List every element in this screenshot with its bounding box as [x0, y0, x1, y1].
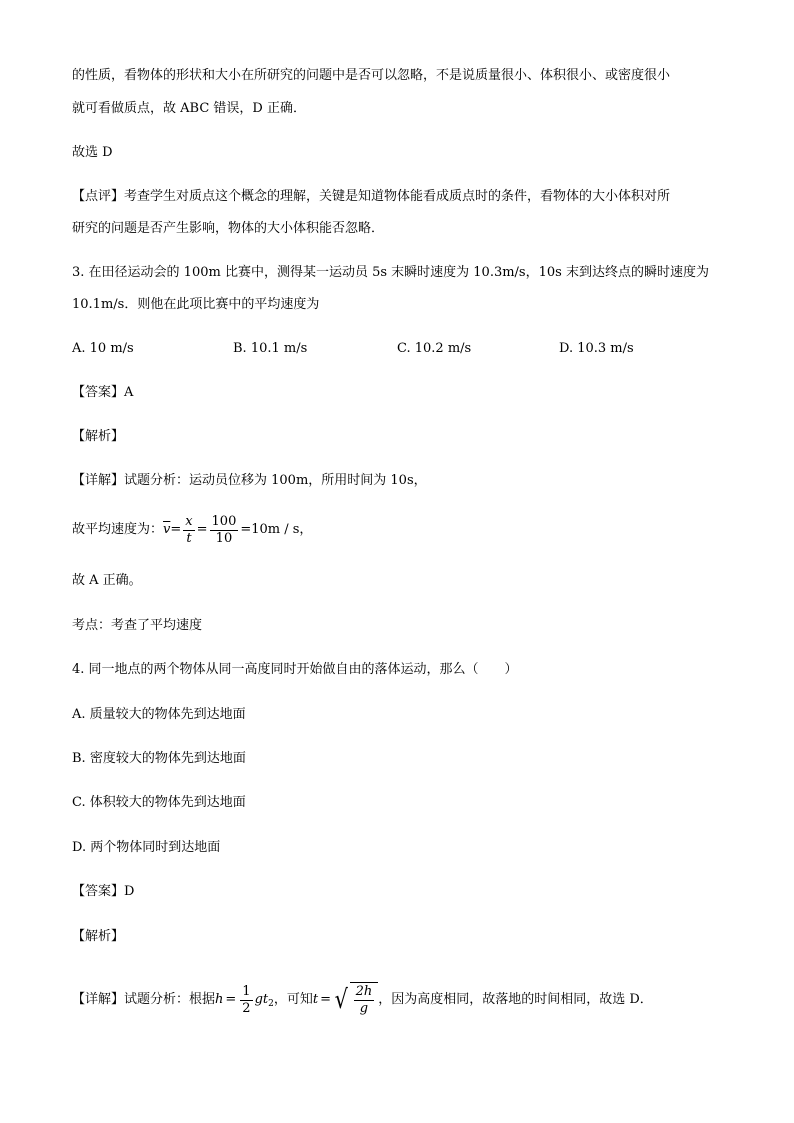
question-4-analysis-heading: 【解析】 [72, 929, 125, 944]
formula-t: t [312, 992, 319, 1007]
question-3-option-c: C. 10.2 m/s [397, 341, 472, 356]
formula-fraction-100-10 [210, 514, 239, 547]
question-3-option-a: A. 10 m/s [72, 341, 134, 356]
text-line: 的性质，看物体的形状和大小在所研究的问题中是否可以忽略，不是说质量很小、体积很小、或密度很小 [72, 68, 671, 83]
question-3-analysis-heading: 【解析】 [72, 429, 125, 444]
question-3-conclusion: 故 A 正确。 [72, 573, 142, 588]
formula-v: $\overline{v}$ [163, 522, 171, 537]
formula-numerator: 2h [355, 984, 373, 999]
radical-sign: √ [334, 985, 348, 1015]
formula-denominator: t [186, 530, 192, 546]
formula-h: h [215, 992, 224, 1007]
formula-eq: = [225, 992, 237, 1007]
formula-fraction-x-t [183, 514, 194, 547]
question-4-option-b: B. 密度较大的物体先到达地面 [72, 751, 246, 766]
formula-gt: gt [254, 992, 269, 1007]
formula-denominator: 10 [215, 530, 233, 546]
formula-numerator: x [185, 513, 193, 529]
formula-eq: = [170, 522, 182, 537]
formula-fraction-half [240, 984, 252, 1017]
text-line: 故选 D [72, 145, 113, 160]
question-3-stem: 3. 在田径运动会的 100m 比赛中，测得某一运动员 5s 末瞬时速度为 10.3m/s，10s 末到达终点的瞬时速度为 [72, 265, 709, 280]
radical-body [350, 982, 379, 1018]
formula-eq: = [196, 522, 208, 537]
question-3-option-b: B. 10.1 m/s [233, 341, 308, 356]
formula-denominator: 2 [242, 1000, 251, 1016]
question-3-formula [72, 512, 312, 549]
question-4-detail [72, 976, 653, 1024]
formula-fraction-2h-g [354, 984, 375, 1017]
question-3-detail: 【详解】试题分析：运动员位移为 100m，所用时间为 10s， [72, 473, 427, 488]
question-4-answer: 【答案】D [72, 884, 135, 899]
question-3-stem: 10.1m/s．则他在此项比赛中的平均速度为 [72, 297, 320, 312]
question-3-note: 考点：考查了平均速度 [72, 618, 203, 633]
formula-numerator: 1 [242, 983, 251, 999]
formula-denominator: g [359, 1001, 369, 1016]
question-4-option-c: C. 体积较大的物体先到达地面 [72, 795, 246, 810]
question-3-option-d: D. 10.3 m/s [559, 341, 634, 356]
formula-eq: = [320, 992, 332, 1007]
formula-numerator: 100 [211, 513, 237, 529]
detail-suffix: ，因为高度相同，故落地的时间相同，故选 D． [378, 992, 653, 1007]
question-3-answer: 【答案】A [72, 385, 134, 400]
formula-exponent: 2 [268, 999, 274, 1009]
formula-result: =10m / s， [240, 522, 313, 537]
text-line: 就可看做质点，故 ABC 错误，D 正确． [72, 101, 306, 116]
formula-sqrt [333, 982, 378, 1018]
question-4-option-a: A. 质量较大的物体先到达地面 [72, 707, 246, 722]
detail-prefix: 【详解】试题分析：根据 [72, 992, 216, 1007]
comment-line: 研究的问题是否产生影响，物体的大小体积能否忽略． [72, 221, 385, 236]
question-4-option-d: D. 两个物体同时到达地面 [72, 840, 221, 855]
formula-prefix: 故平均速度为： [72, 522, 164, 537]
comment-line: 【点评】考查学生对质点这个概念的理解，关键是知道物体能看成质点时的条件，看物体的大小体积对所 [72, 189, 671, 204]
detail-mid: ，可知 [273, 992, 313, 1007]
question-4-stem: 4. 同一地点的两个物体从同一高度同时开始做自由的落体运动，那么（ ） [72, 662, 518, 677]
